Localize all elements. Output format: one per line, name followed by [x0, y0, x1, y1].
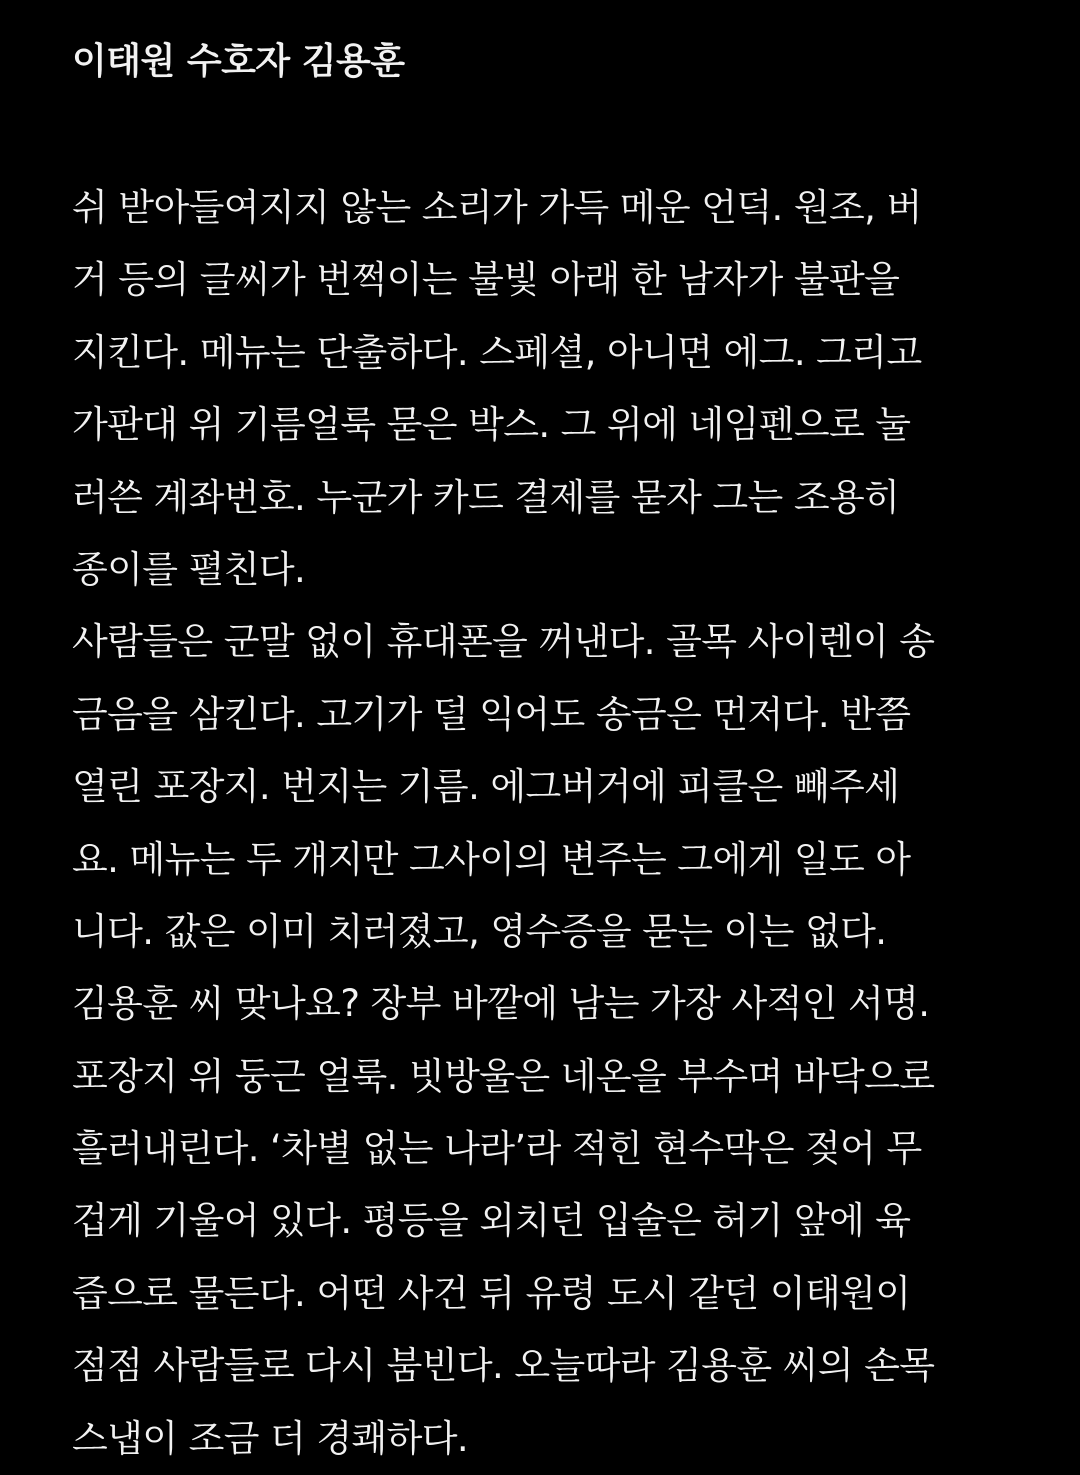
body-line: 러쓴 계좌번호. 누군가 카드 결제를 묻자 그는 조용히: [72, 475, 900, 519]
body-line: 지킨다. 메뉴는 단출하다. 스페셜, 아니면 에그. 그리고: [72, 330, 922, 374]
body-line: 즙으로 물든다. 어떤 사건 뒤 유령 도시 같던 이태원이: [72, 1271, 911, 1315]
body-line: 포장지 위 둥근 얼룩. 빗방울은 네온을 부수며 바닥으로: [72, 1054, 935, 1098]
body-line: 김용훈 씨 맞나요? 장부 바깥에 남는 가장 사적인 서명.: [72, 982, 930, 1026]
body-line: 겁게 기울어 있다. 평등을 외치던 입술은 허기 앞에 육: [72, 1199, 911, 1243]
body-line: 점점 사람들로 다시 붐빈다. 오늘따라 김용훈 씨의 손목: [72, 1344, 935, 1388]
body-line: 흘러내린다. ‘차별 없는 나라’라 적힌 현수막은 젖어 무: [72, 1127, 922, 1171]
body-line: 가판대 위 기름얼룩 묻은 박스. 그 위에 네임펜으로 눌: [72, 403, 911, 447]
body-line: 사람들은 군말 없이 휴대폰을 꺼낸다. 골목 사이렌이 송: [72, 620, 935, 664]
body-line: 열린 포장지. 번지는 기름. 에그버거에 피클은 빼주세: [72, 765, 900, 809]
post-title: 이태원 수호자 김용훈: [72, 41, 405, 82]
body-line: 니다. 값은 이미 치러졌고, 영수증을 묻는 이는 없다.: [72, 909, 887, 953]
body-line: 종이를 펼친다.: [72, 547, 306, 591]
body-line: 거 등의 글씨가 번쩍이는 불빛 아래 한 남자가 불판을: [72, 258, 900, 302]
body-line: 쉬 받아들여지지 않는 소리가 가득 메운 언덕. 원조, 버: [72, 186, 922, 229]
post-body: [72, 172, 1032, 1475]
body-line: 금음을 삼킨다. 고기가 덜 익어도 송금은 먼저다. 반쯤: [72, 692, 911, 736]
body-line: 요. 메뉴는 두 개지만 그사이의 변주는 그에게 일도 아: [72, 837, 911, 881]
body-line: 스냅이 조금 더 경쾌하다.: [72, 1416, 469, 1460]
